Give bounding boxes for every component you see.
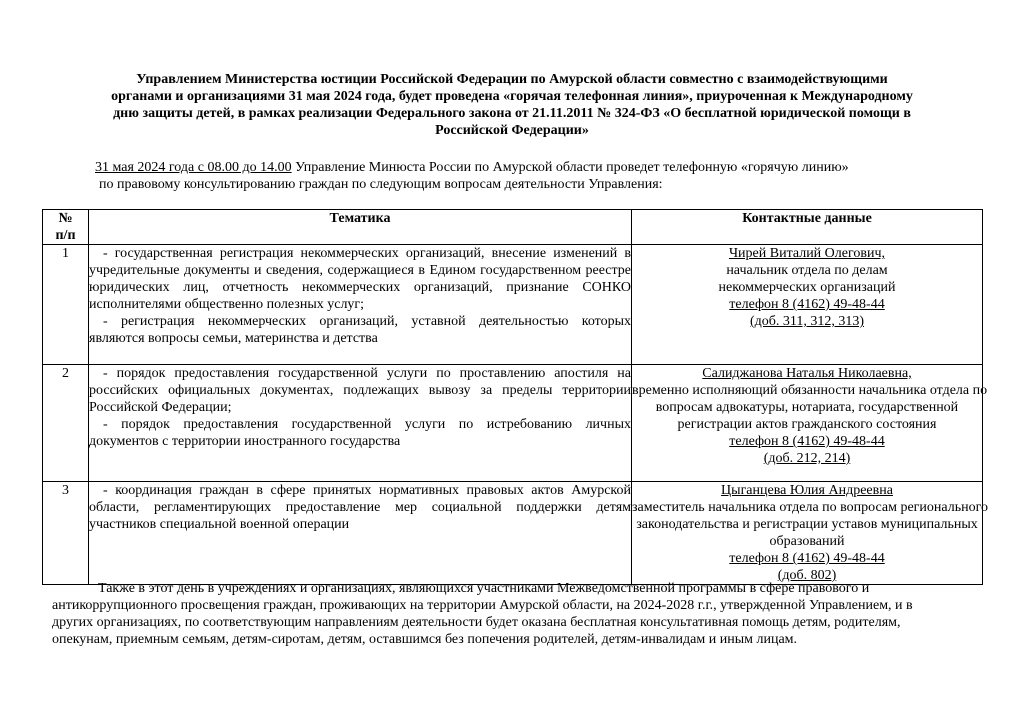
contact-position-line: вопросам адвокатуры, нотариата, государственной [655, 400, 959, 415]
header-contact: Контактные данные [632, 210, 983, 245]
row-number: 1 [43, 245, 89, 365]
intro-line-1-text: Управление Минюста России по Амурской области проведет телефонную «горячую линию» [291, 160, 849, 175]
title-line: Российской Федерации» [435, 123, 589, 138]
row-contact [632, 365, 988, 482]
row-topic [89, 245, 632, 365]
topic-item: - порядок предоставления государственной услуги по истребованию личных документов с территории иностранного государства [89, 417, 631, 449]
contact-name: Цыганцева Юлия Андреевна [721, 483, 893, 498]
footer-line: антикоррупционного просвещения граждан, проживающих на территории Амурской области, на 2024-2028 г.г., утвержденной Управлением, и в [52, 598, 913, 613]
footer-line: опекунам, приемным семьям, детям-сиротам, детям, оставшимся без попечения родителей, детям-инвалидам и иным лицам. [52, 632, 798, 647]
hotline-table [42, 209, 989, 585]
contact-phone: телефон 8 (4162) 49-48-44 [729, 297, 885, 312]
intro-line-2: по правовому консультированию граждан по следующим вопросам деятельности Управления: [99, 177, 663, 192]
contact-position-line: образований [769, 534, 845, 549]
intro-paragraph [95, 159, 955, 193]
title-line: органами и организациями 31 мая 2024 года, будет проведена «горячая телефонная линия», приуроченная к Международному [111, 89, 913, 104]
intro-line-1 [95, 159, 955, 176]
contact-extension: (доб. 212, 214) [763, 451, 851, 466]
title-line: Управлением Министерства юстиции Российской Федерации по Амурской области совместно с взаимодействующими [136, 72, 888, 87]
title-line: дню защиты детей, в рамках реализации Федерального закона от 21.11.2011 № 324-ФЗ «О бесплатной юридической помощи в [113, 106, 911, 121]
topic-item: - регистрация некоммерческих организаций, уставной деятельностью которых являются вопросы семьи, материнства и детства [89, 314, 631, 346]
topic-item: - порядок предоставления государственной услуги по проставлению апостиля на российских официальных документах, подлежащих вывозу за пределы территории Российской Федерации; [89, 366, 631, 415]
document-title [60, 71, 964, 139]
contact-name: Салиджанова Наталья Николаевна, [702, 366, 912, 381]
contact-position-line: некоммерческих организаций [718, 280, 896, 295]
intro-date-time: 31 мая 2024 года с 08.00 до 14.00 [95, 160, 292, 175]
footer-paragraph [52, 580, 972, 648]
table-row [43, 365, 983, 482]
row-topic [89, 365, 632, 482]
contact-extension: (доб. 802) [777, 568, 837, 583]
table-header-row [43, 210, 983, 245]
row-contact [632, 245, 983, 365]
contact-name: Чирей Виталий Олегович, [728, 246, 886, 261]
contact-position-line: начальник отдела по делам [726, 263, 888, 278]
contact-position-line: заместитель начальника отдела по вопросам регионального [632, 500, 989, 515]
contact-position-line: законодательства и регистрации уставов муниципальных [636, 517, 978, 532]
row-contact [632, 482, 989, 585]
topic-item: - государственная регистрация некоммерческих организаций, внесение изменений в учредительные документы и сведения, содержащиеся в Едином государственном реестре юридических лиц, отчетность некоммерческих организаций, признание СОНКО исполнителями общественно полезных услуг; [89, 246, 631, 312]
footer-line: Также в этот день в учреждениях и организациях, являющихся участниками Межведомственной программы в сфере правового и [98, 581, 870, 596]
table-row [43, 482, 983, 585]
contact-extension: (доб. 311, 312, 313) [749, 314, 865, 329]
contact-phone: телефон 8 (4162) 49-48-44 [729, 551, 885, 566]
row-topic [89, 482, 632, 585]
contact-position-line: временно исполняющий обязанности начальника отдела по [632, 383, 988, 398]
header-topic: Тематика [89, 210, 632, 245]
header-number-line2: п/п [55, 228, 76, 243]
row-number: 3 [43, 482, 89, 585]
contact-position-line: регистрации актов гражданского состояния [677, 417, 937, 432]
contact-phone: телефон 8 (4162) 49-48-44 [729, 434, 885, 449]
topic-item: - координация граждан в сфере принятых нормативных правовых актов Амурской области, регламентирующих предоставление мер социальной поддержки детям участников специальной военной операции [89, 483, 631, 532]
row-number: 2 [43, 365, 89, 482]
header-number [43, 210, 89, 245]
footer-line: других организациях, по соответствующим направлениям деятельности будет оказана бесплатная консультативная помощь детям, родителям, [52, 615, 901, 630]
table-row [43, 245, 983, 365]
header-number-line1: № [58, 211, 73, 226]
